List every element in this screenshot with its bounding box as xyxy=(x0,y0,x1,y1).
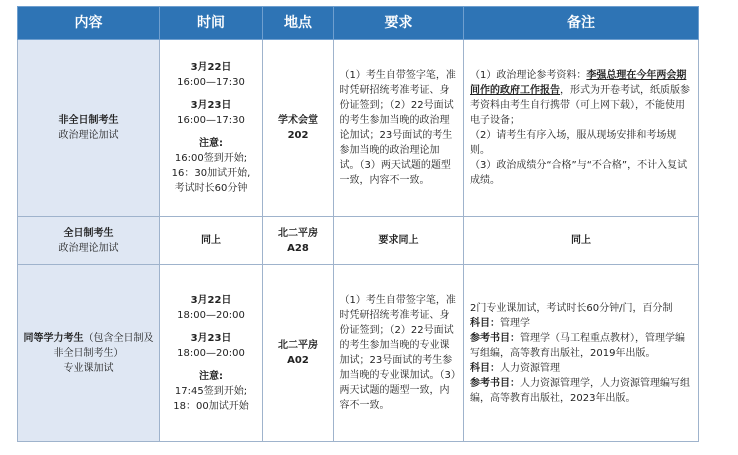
location-line: A28 xyxy=(287,242,309,254)
header-row xyxy=(18,7,699,40)
remark-book xyxy=(468,376,694,406)
content-sub: 专业课加试 xyxy=(63,362,114,374)
note-line: 16：30加试开始, xyxy=(171,168,251,179)
remark-bold-link: 李强总理在今年两会期间作的政府工作报告 xyxy=(470,70,687,96)
header-time: 时间 xyxy=(160,7,263,40)
remark-value: 人力资源管理学，人力资源管理编写组编，高等教育出版社，2023年出版。 xyxy=(470,377,690,404)
remark-label: 科目： xyxy=(470,317,500,329)
remark-1 xyxy=(468,68,694,128)
note-line: 18：00加试开始 xyxy=(173,400,249,412)
requirement-text: （1）考生自带签字笔，准时凭研招统考准考证、身份证签到；（2）22号面试的考生参加当晚的政治理论加试；23号面试的考生参加当晚的政治理论加试。（3）两天试题的题型一致，内容不一致。 xyxy=(339,70,456,186)
date-1: 3月22日 xyxy=(190,62,232,73)
remark-cell xyxy=(464,40,699,217)
note-line: 16:00签到开始; xyxy=(174,153,248,164)
remark-subject xyxy=(468,361,694,376)
time-2: 18:00—20:00 xyxy=(177,347,245,359)
table-row xyxy=(18,265,699,442)
remark-2: （2）请考生有序入场，服从现场安排和考场规则。 xyxy=(470,130,677,156)
table-row xyxy=(18,40,699,217)
content-sub: 政治理论加试 xyxy=(58,130,119,141)
content-sub: 政治理论加试 xyxy=(58,242,119,254)
content-title-line xyxy=(22,331,155,361)
remark-label: 参考书目： xyxy=(470,377,520,389)
requirement-cell xyxy=(334,40,464,217)
remark-prefix: （1）政治理论参考资料： xyxy=(470,70,587,81)
remark-cell xyxy=(464,265,699,442)
time-cell: 同上 xyxy=(160,217,263,265)
time-2: 16:00—17:30 xyxy=(177,115,245,126)
remark-book xyxy=(468,331,694,361)
content-cell xyxy=(18,265,160,442)
header-requirement: 要求 xyxy=(334,7,464,40)
content-title: 非全日制考生 xyxy=(58,115,119,126)
header-content: 内容 xyxy=(18,7,160,40)
date-2: 3月23日 xyxy=(190,332,232,344)
date-2: 3月23日 xyxy=(190,100,232,111)
remark-value: 人力资源管理 xyxy=(500,362,560,374)
header-remark: 备注 xyxy=(464,7,699,40)
date-1: 3月22日 xyxy=(190,294,232,306)
location-cell xyxy=(263,40,334,217)
remark-3: （3）政治成绩分“合格”与“不合格”，不计入复试成绩。 xyxy=(470,160,688,186)
exam-schedule-table xyxy=(17,6,699,442)
location-cell xyxy=(263,265,334,442)
remark-value: 管理学（马工程重点教材），管理学编写组编，高等教育出版社，2019年出版。 xyxy=(470,332,685,359)
content-title: 同等学力考生 xyxy=(23,332,84,344)
requirement-cell: 要求同上 xyxy=(334,217,464,265)
note-label: 注意: xyxy=(199,370,223,382)
header-location: 地点 xyxy=(263,7,334,40)
time-1: 18:00—20:00 xyxy=(177,309,245,321)
location-line: 北二平房 xyxy=(278,227,318,239)
location-line: A02 xyxy=(287,355,309,366)
remark-value: 管理学 xyxy=(500,317,530,329)
note-line: 考试时长60分钟 xyxy=(174,183,248,194)
location-line: 北二平房 xyxy=(278,340,318,351)
location-line: 202 xyxy=(287,130,309,141)
remark-cell: 同上 xyxy=(464,217,699,265)
location-cell xyxy=(263,217,334,265)
remark-after: ，形式为开卷考试，纸质版参考资料由考生自行携带（可上网下载），不能使用电子设备； xyxy=(470,85,690,126)
time-cell xyxy=(160,40,263,217)
remark-subject xyxy=(468,316,694,331)
content-cell xyxy=(18,217,160,265)
remark-line: 2门专业课加试，考试时长60分钟/门，百分制 xyxy=(470,302,673,314)
table-row xyxy=(18,217,699,265)
note-label: 注意: xyxy=(199,138,223,149)
requirement-text: （1）考生自带签字笔，准时凭研招统考准考证、身份证签到；（2）22号面试的考生参加当晚的专业课加试；23号面试的考生参加当晚的专业课加试。（3）两天试题的题型一致，内容不一致。 xyxy=(339,295,456,411)
time-1: 16:00—17:30 xyxy=(177,77,245,88)
note-line: 17:45签到开始; xyxy=(174,385,248,397)
content-title: 全日制考生 xyxy=(63,227,114,239)
time-cell xyxy=(160,265,263,442)
location-line: 学术会堂 xyxy=(278,115,318,126)
requirement-cell xyxy=(334,265,464,442)
remark-label: 科目： xyxy=(470,362,500,374)
content-title-suffix: （包含全日制及非全日制考生） xyxy=(53,332,154,359)
content-cell xyxy=(18,40,160,217)
remark-label: 参考书目： xyxy=(470,332,520,344)
